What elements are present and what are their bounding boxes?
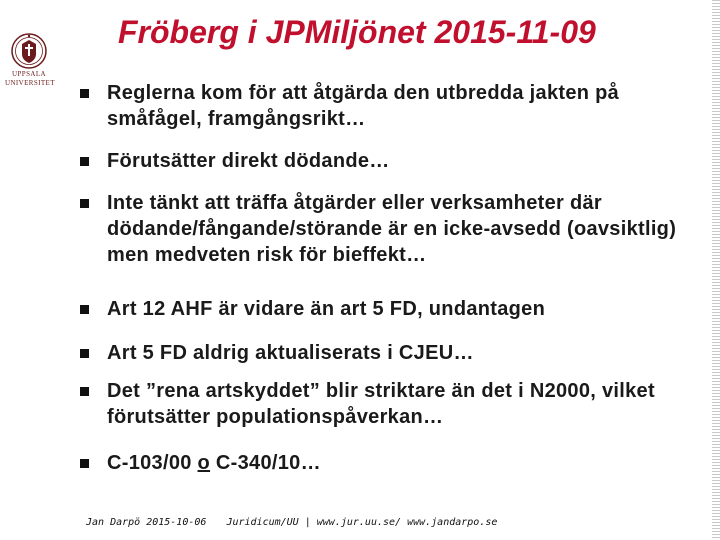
square-bullet-icon [80,89,89,98]
bullet-item [80,296,700,322]
uppsala-university-logo [5,32,53,88]
footer [86,517,511,528]
bullet-text [107,450,700,476]
slide-edge-pattern [712,0,720,540]
case-ref-2: C-340/10… [210,452,321,474]
square-bullet-icon [80,349,89,358]
case-ref-connector: o [197,452,211,474]
bullet-item [80,450,700,476]
bullet-item [80,378,700,430]
bullet-text: Art 12 AHF är vidare än art 5 FD, undantagen [107,298,546,320]
square-bullet-icon [80,199,89,208]
bullet-text: Reglerna kom för att åtgärda den utbredda jakten på småfågel, framgångsrikt… [107,82,620,130]
case-ref-1: C-103/00 [107,452,198,474]
square-bullet-icon [80,157,89,166]
square-bullet-icon [80,305,89,314]
slide-title: Fröberg i JPMiljönet 2015-11-09 [118,14,596,50]
bullet-item [80,148,700,174]
bullet-text: Art 5 FD aldrig aktualiserats i CJEU… [107,342,474,364]
square-bullet-icon [80,459,89,468]
bullet-text: Det ”rena artskyddet” blir striktare än det i N2000, vilket förutsätter populationspåverkan… [107,380,655,428]
footer-affiliation: Juridicum/UU | www.jur.uu.se/ www.jandarpo.se [226,517,498,528]
footer-author-date: Jan Darpö 2015-10-06 [86,517,207,528]
bullet-item [80,190,700,268]
logo-text-line1: UPPSALA [12,70,46,78]
square-bullet-icon [80,387,89,396]
bullet-item [80,340,700,366]
bullet-text: Förutsätter direkt dödande… [107,150,390,172]
logo-text-line2: UNIVERSITET [5,79,55,87]
university-seal-icon [11,32,47,70]
bullet-text: Inte tänkt att träffa åtgärder eller verksamheter där dödande/fångande/störande är en icke-avsedd (oavsiktlig) men medveten risk för bieffekt… [107,192,677,266]
bullet-item [80,80,700,132]
sidebar [0,0,55,540]
